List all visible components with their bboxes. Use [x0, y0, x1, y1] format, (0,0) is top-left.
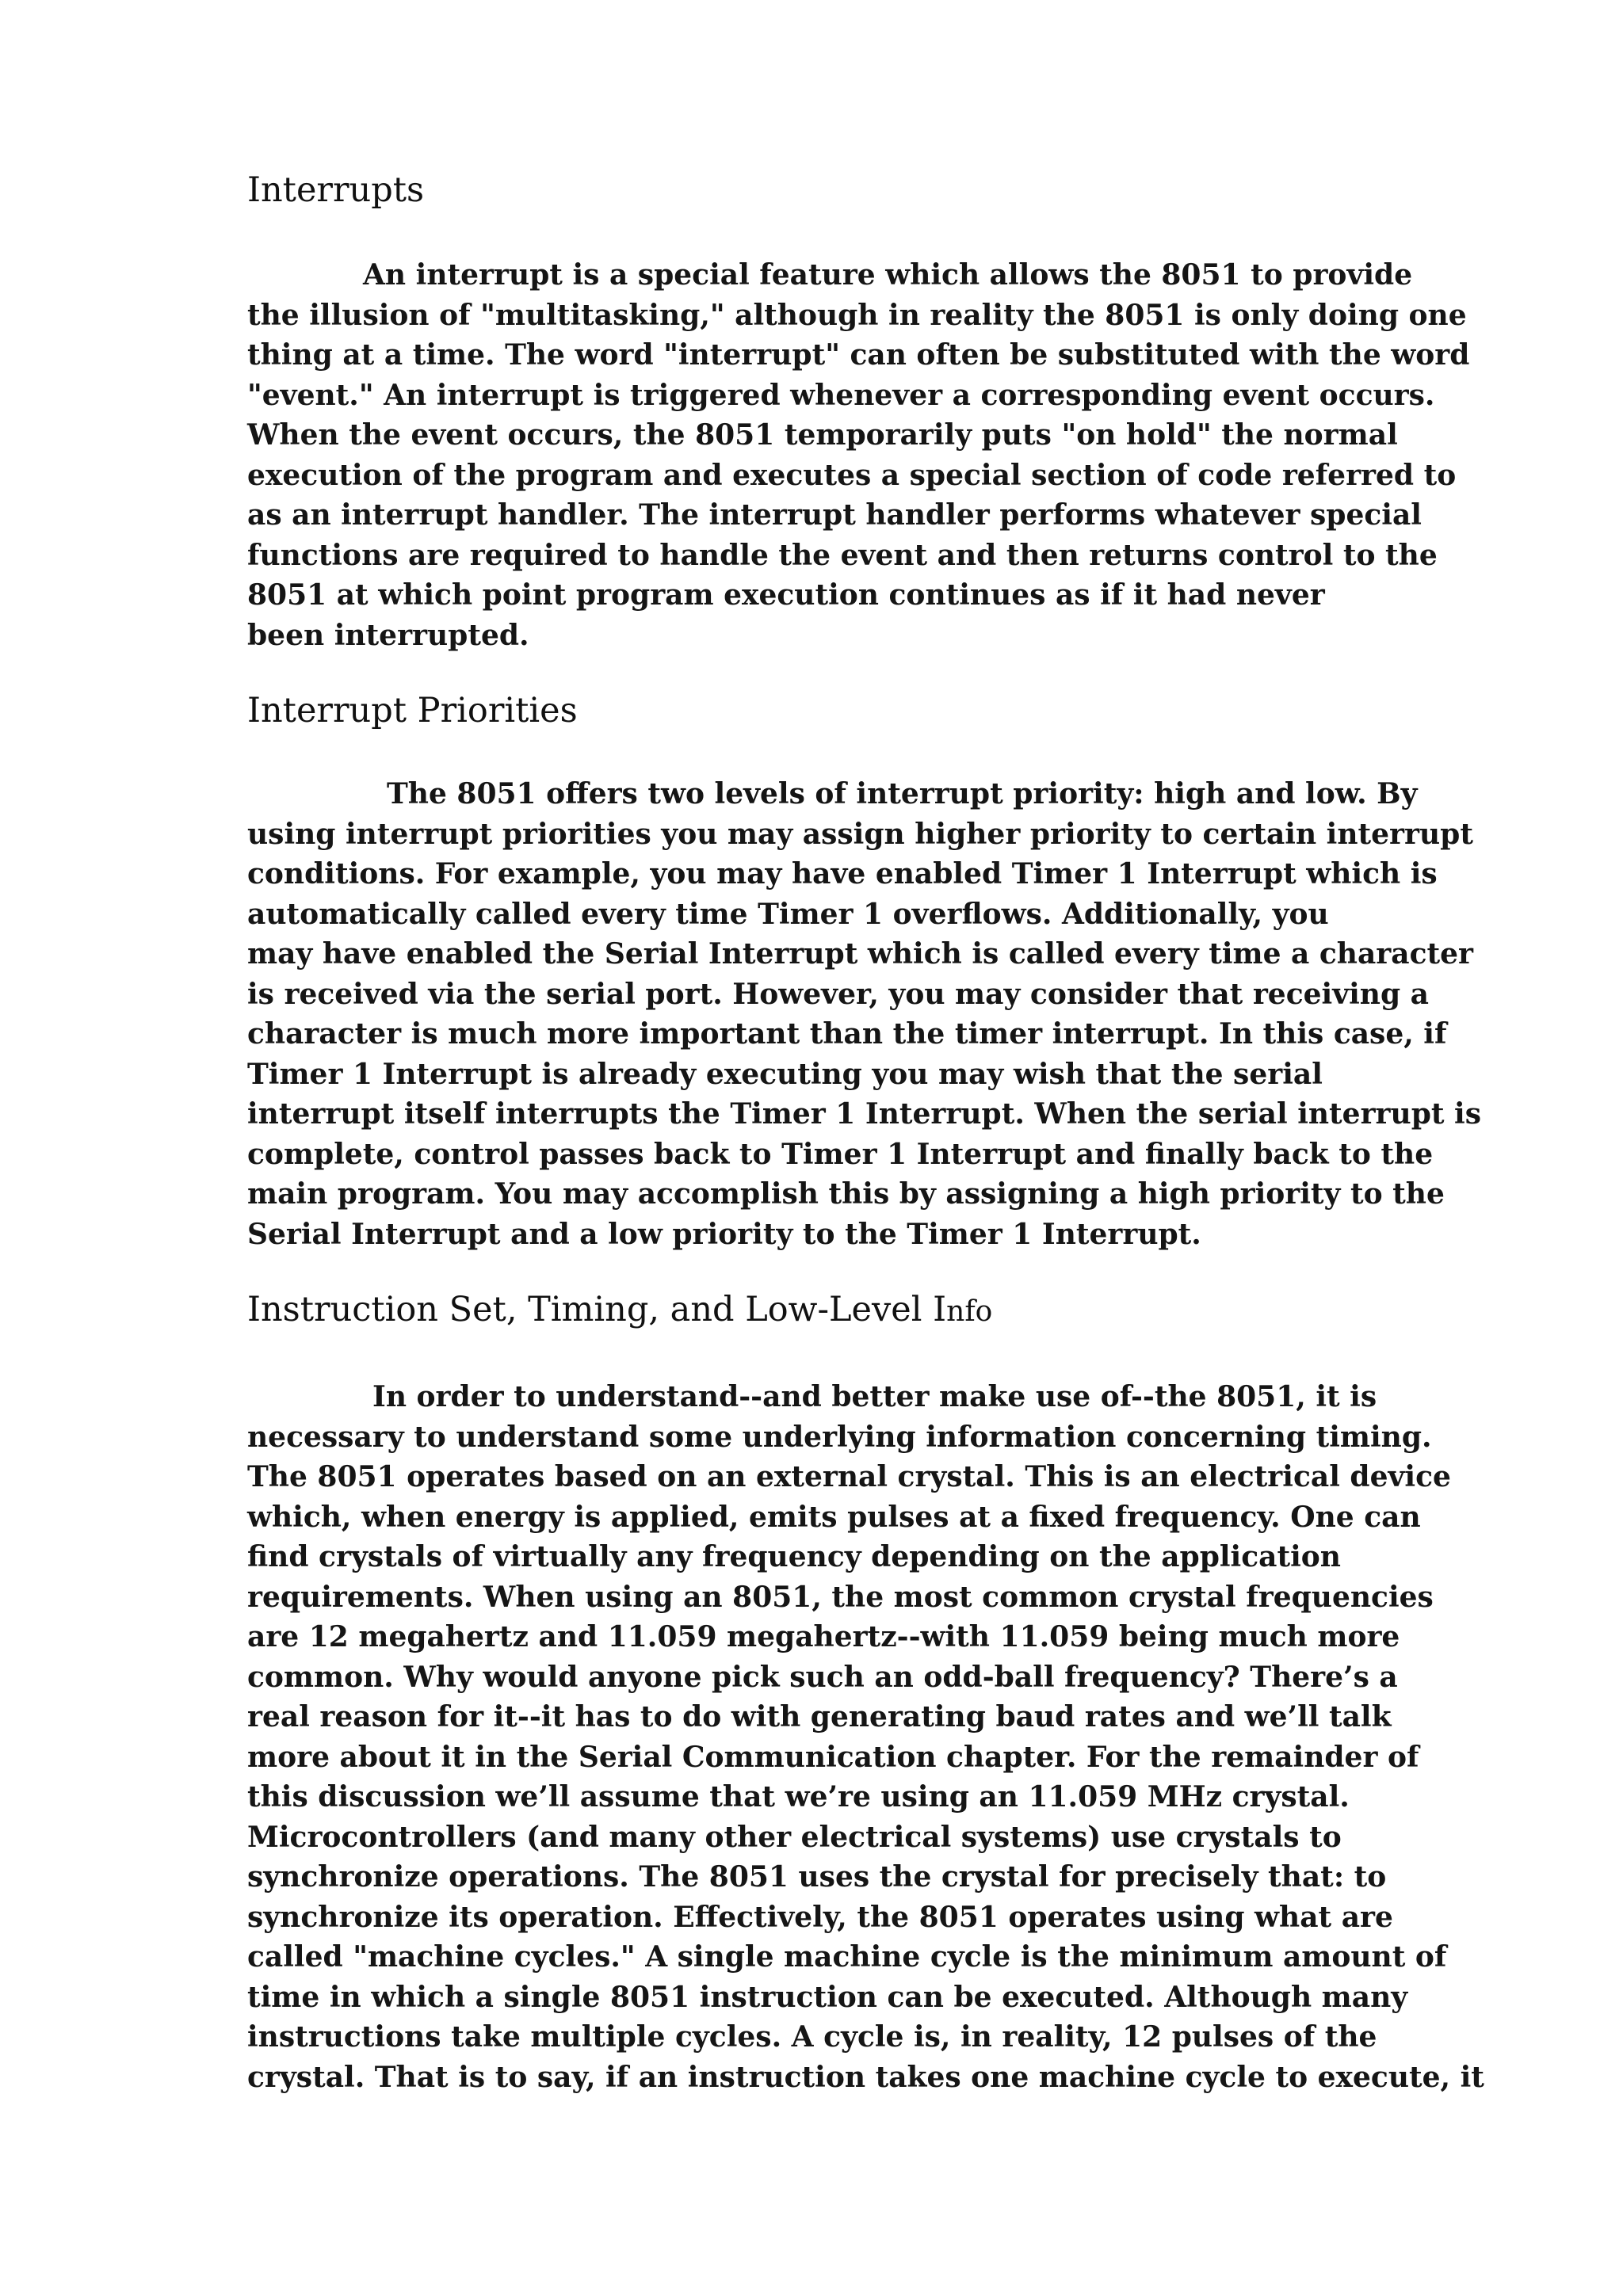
section-title-instruction-set	[247, 1286, 1395, 1336]
text-line: synchronize operations. The 8051 uses the crystal for precisely that: to	[247, 1860, 1387, 1894]
text-line: In order to understand--and better make use of--the 8051, it is	[372, 1380, 1377, 1413]
text-line: as an interrupt handler. The interrupt handler performs whatever special	[247, 498, 1422, 532]
text-line: which, when energy is applied, emits pulses at a fixed frequency. One can	[247, 1500, 1421, 1534]
text-line: character is much more important than the timer interrupt. In this case, if	[247, 1017, 1447, 1051]
text-line: "event." An interrupt is triggered whenever a corresponding event occurs.	[247, 378, 1435, 412]
text-line: this discussion we’ll assume that we’re using an 11.059 MHz crystal.	[247, 1780, 1350, 1814]
text-line: requirements. When using an 8051, the most common crystal frequencies	[247, 1580, 1434, 1614]
section-body-instruction-set	[247, 1377, 1484, 2097]
section-title-interrupts: Interrupts	[247, 170, 425, 210]
section-title-interrupt-priorities: Interrupt Priorities	[247, 691, 578, 730]
text-line: An interrupt is a special feature which allows the 8051 to provide	[363, 258, 1413, 292]
text-line: automatically called every time Timer 1 overflows. Additionally, you	[247, 897, 1329, 931]
text-line: execution of the program and executes a special section of code referred to	[247, 458, 1457, 492]
text-line: common. Why would anyone pick such an odd-ball frequency? There’s a	[247, 1660, 1398, 1694]
text-line: The 8051 operates based on an external crystal. This is an electrical device	[247, 1460, 1451, 1493]
text-line: using interrupt priorities you may assign higher priority to certain interrupt	[247, 817, 1473, 851]
text-line: is received via the serial port. However, you may consider that receiving a	[247, 977, 1430, 1011]
document-page	[247, 166, 1484, 2097]
text-line: instructions take multiple cycles. A cycle is, in reality, 12 pulses of the	[247, 2020, 1377, 2054]
text-line: complete, control passes back to Timer 1 Interrupt and finally back to the	[247, 1137, 1434, 1171]
text-line: functions are required to handle the event and then returns control to the	[247, 538, 1438, 572]
text-line: been interrupted.	[247, 618, 529, 652]
text-line: are 12 megahertz and 11.059 megahertz--with 11.059 being much more	[247, 1620, 1400, 1653]
text-line: interrupt itself interrupts the Timer 1 Interrupt. When the serial interrupt is	[247, 1097, 1481, 1131]
text-line: real reason for it--it has to do with generating baud rates and we’ll talk	[247, 1700, 1392, 1733]
text-line: the illusion of "multitasking," although in reality the 8051 is only doing one	[247, 298, 1467, 332]
text-line: Microcontrollers (and many other electrical systems) use crystals to	[247, 1820, 1342, 1854]
section-body-interrupt-priorities	[247, 774, 1481, 1254]
section-title-tail: nfo	[946, 1295, 993, 1328]
text-line: Timer 1 Interrupt is already executing you may wish that the serial	[247, 1057, 1323, 1091]
text-line: 8051 at which point program execution continues as if it had never	[247, 578, 1325, 612]
text-line: conditions. For example, you may have enabled Timer 1 Interrupt which is	[247, 857, 1438, 891]
text-line: The 8051 offers two levels of interrupt priority: high and low. By	[387, 777, 1418, 810]
text-line: necessary to understand some underlying information concerning timing.	[247, 1420, 1432, 1454]
text-line: may have enabled the Serial Interrupt which is called every time a character	[247, 937, 1474, 971]
text-line: main program. You may accomplish this by assigning a high priority to the	[247, 1177, 1445, 1211]
text-line: called "machine cycles." A single machine cycle is the minimum amount of	[247, 1940, 1447, 1974]
text-line: crystal. That is to say, if an instruction takes one machine cycle to execute, it	[247, 2060, 1484, 2094]
text-line: Serial Interrupt and a low priority to the Timer 1 Interrupt.	[247, 1217, 1201, 1251]
section-title-main: Instruction Set, Timing, and Low-Level I	[247, 1290, 947, 1329]
section-body-interrupts	[247, 255, 1470, 655]
text-line: When the event occurs, the 8051 temporarily puts "on hold" the normal	[247, 418, 1398, 452]
text-line: more about it in the Serial Communication chapter. For the remainder of	[247, 1740, 1419, 1774]
text-line: thing at a time. The word "interrupt" can often be substituted with the word	[247, 338, 1470, 372]
text-line: find crystals of virtually any frequency depending on the application	[247, 1540, 1341, 1573]
text-line: time in which a single 8051 instruction can be executed. Although many	[247, 1980, 1408, 2014]
text-line: synchronize its operation. Effectively, the 8051 operates using what are	[247, 1900, 1393, 1934]
